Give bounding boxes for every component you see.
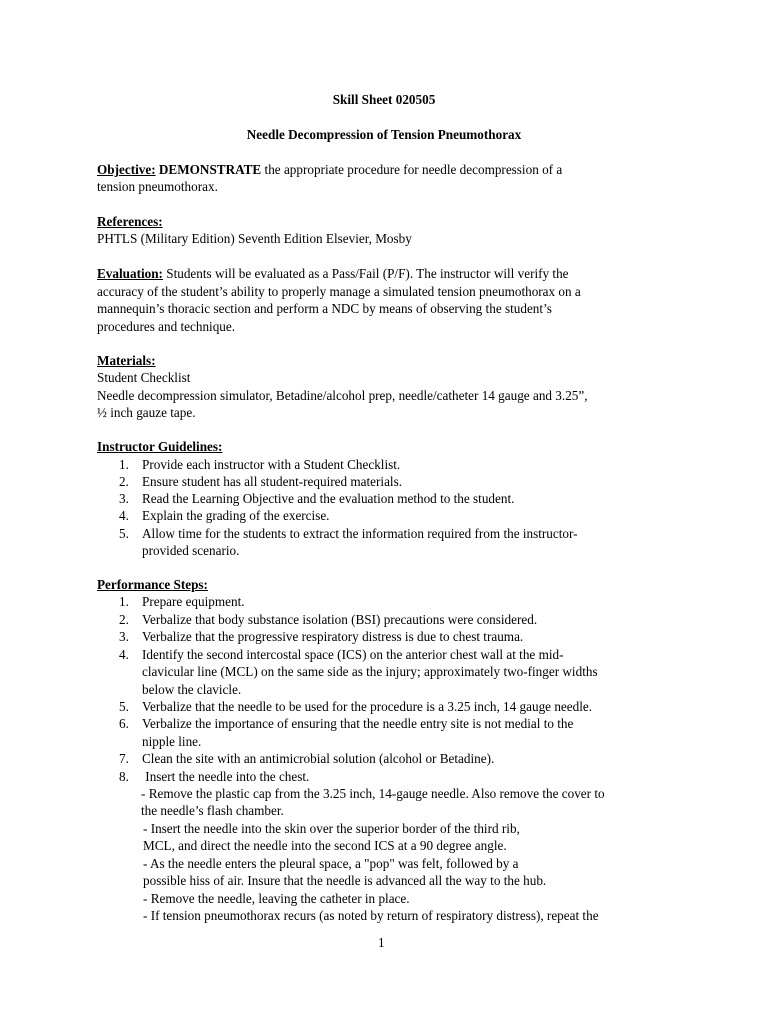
evaluation-label: Evaluation: <box>97 266 163 281</box>
guideline-item-continuation: provided scenario. <box>142 543 240 558</box>
objective-line-2: tension pneumothorax. <box>97 179 218 194</box>
skill-sheet-title: Skill Sheet 020505 <box>332 92 436 107</box>
performance-step-continuation: clavicular line (MCL) on the same side as the injury; approximately two-finger widths <box>142 664 598 679</box>
performance-step-continuation: nipple line. <box>142 734 202 749</box>
substep-line: possible hiss of air. Insure that the needle is advanced all the way to the hub. <box>143 873 547 888</box>
materials-line-2: Needle decompression simulator, Betadine/alcohol prep, needle/catheter 14 gauge and 3.25”, <box>97 388 588 403</box>
page-number: 1 <box>378 935 385 950</box>
evaluation-line-3: mannequin’s thoracic section and perform a NDC by means of observing the student’s <box>97 301 552 316</box>
objective-line-1: Objective: DEMONSTRATE the appropriate procedure for needle decompression of a <box>97 162 563 177</box>
instructor-guidelines-heading: Instructor Guidelines: <box>97 439 223 454</box>
materials-heading: Materials: <box>97 353 156 368</box>
materials-line-3: ½ inch gauze tape. <box>97 405 196 420</box>
objective-keyword: DEMONSTRATE <box>158 162 262 177</box>
substep-line: MCL, and direct the needle into the second ICS at a 90 degree angle. <box>143 838 507 853</box>
substep-line: the needle’s flash chamber. <box>141 803 284 818</box>
document-subtitle: Needle Decompression of Tension Pneumothorax <box>246 127 522 142</box>
performance-step-continuation: below the clavicle. <box>142 682 242 697</box>
references-text: PHTLS (Military Edition) Seventh Edition Elsevier, Mosby <box>97 231 412 246</box>
performance-steps-heading: Performance Steps: <box>97 577 208 592</box>
substep-line: - As the needle enters the pleural space, a "pop" was felt, followed by a <box>143 856 519 871</box>
materials-line-1: Student Checklist <box>97 370 191 385</box>
references-heading: References: <box>97 214 163 229</box>
evaluation-line-2: accuracy of the student’s ability to properly manage a simulated tension pneumothorax on a <box>97 284 581 299</box>
substep-line: - Insert the needle into the skin over the superior border of the third rib, <box>143 821 520 836</box>
objective-label: Objective: <box>97 162 156 177</box>
evaluation-line-1: Evaluation: Students will be evaluated as a Pass/Fail (P/F). The instructor will verify the <box>97 266 569 281</box>
document-page: Skill Sheet 020505 Needle Decompression of Tension Pneumothorax Objective: DEMONSTRATE the appropriate procedure for needle decompression of a tension pneumothorax. References: PHTLS (Military Edition) Seventh Edition Elsevier, Mosby Evaluation: Students will be evaluated as a Pass/Fail (P/F). The instructor will verify the accuracy of the student’s ability to properly manage a simulated tension pneumothorax on a mannequin’s thoracic section and perform a NDC by means of observing the student’s procedures and technique. Materials: Student Checklist Needle decompression simulator, Betadine/alcohol prep, needle/catheter 14 gauge and 3.25”, ½ inch gauze tape. Instructor Guidelines: 1. Provide each instructor with a Student Checklist. 2. Ensure student has all student-required materials. 3. Read the Learning Objective and the evaluation method to the student. 4. Explain the grading of the exercise. 5. Allow time for the students to extract the information required from the instructor- provided scenario. Performance Steps: 1. Prepare equipment. 2. Verbalize that body substance isolation (BSI) precautions were considered. 3. Verbalize that the progressive respiratory distress is due to chest trauma. 4. Identify the second intercostal space (ICS) on the anterior chest wall at the mid- clavicular line (MCL) on the same side as the injury; approximately two-finger widths below the clavicle. 5. Verbalize that the needle to be used for the procedure is a 3.25 inch, 14 gauge needle. 6. Verbalize the importance of ensuring that the needle entry site is not medial to the nipple line. 7. Clean the site with an antimicrobial solution (alcohol or Betadine). 8. Insert the needle into the chest. - Remove the plastic cap from the 3.25 inch, 14-gauge needle. Also remove the cover to the needle’s flash chamber. - Insert the needle into the skin over the superior border of the third rib, MCL, and direct the needle into the second ICS at a 90 degree angle. - As the needle enters the pleural space, a "pop" was felt, followed by a possible hiss of air. Insure that the needle is advanced all the way to the hub. - Remove the needle, leaving the catheter in place. - If tension pneumothorax recurs (as noted by return of respiratory distress), repeat the 1 <box>0 0 768 1024</box>
evaluation-line-4: procedures and technique. <box>97 319 236 334</box>
substep-line: - If tension pneumothorax recurs (as noted by return of respiratory distress), repeat the <box>143 908 599 923</box>
substep-line: - Remove the plastic cap from the 3.25 inch, 14-gauge needle. Also remove the cover to <box>141 786 605 801</box>
substep-line: - Remove the needle, leaving the catheter in place. <box>143 891 410 906</box>
